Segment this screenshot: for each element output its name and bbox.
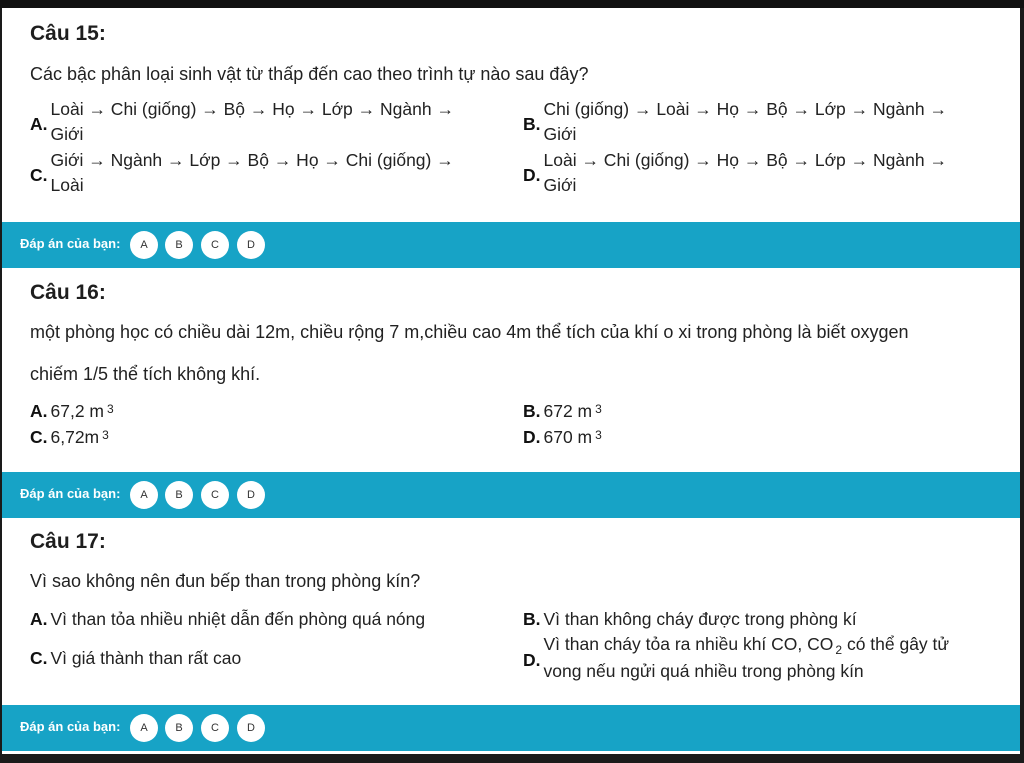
question-17-title: Câu 17: — [30, 530, 106, 553]
answer-choice-c[interactable]: C — [201, 481, 229, 509]
option-letter: D. — [523, 427, 541, 447]
quiz-page — [2, 8, 1020, 754]
option-text-line1-post: có thể gây tử — [846, 634, 950, 654]
answer-label: Đáp án của bạn: — [20, 236, 121, 251]
option-text: Vì than tỏa nhiều nhiệt dẫn đến phòng quá nóng — [50, 609, 426, 629]
question-17-text: Vì sao không nên đun bếp than trong phòng kín? — [30, 571, 421, 591]
option-value: 67,2 m — [50, 401, 104, 421]
answer-choice-c[interactable]: C — [201, 231, 229, 259]
question-16-option-c[interactable] — [30, 425, 109, 452]
answer-bar-17 — [2, 705, 1020, 751]
option-letter: C. — [30, 648, 48, 668]
option-text-line1: Giới → Ngành → Lớp → Bộ → Họ → Chi (giống) → — [50, 150, 454, 170]
option-exponent: 3 — [102, 428, 109, 442]
option-value: 672 m — [543, 401, 593, 421]
question-15-option-c[interactable] — [30, 148, 454, 198]
question-16-option-a[interactable] — [30, 399, 114, 426]
answer-bar-15 — [2, 222, 1020, 268]
answer-bar-16 — [2, 472, 1020, 518]
question-15-option-b[interactable] — [523, 97, 947, 147]
window-top-edge — [0, 0, 1024, 8]
question-17-option-d[interactable] — [523, 632, 949, 684]
question-15-title: Câu 15: — [30, 22, 106, 45]
answer-choice-b[interactable]: B — [165, 481, 193, 509]
option-value: 670 m — [543, 427, 593, 447]
option-text-line1 — [544, 632, 950, 659]
option-text: Vì giá thành than rất cao — [50, 648, 242, 668]
option-text-line2: Giới — [50, 124, 84, 144]
answer-choice-b[interactable]: B — [165, 714, 193, 742]
option-text-line2: Loài — [50, 175, 84, 195]
question-16-title: Câu 16: — [30, 281, 106, 304]
option-value: 6,72m — [50, 427, 100, 447]
question-16-option-d[interactable] — [523, 425, 602, 452]
option-text-line2: Giới — [543, 124, 577, 144]
answer-choice-b[interactable]: B — [165, 231, 193, 259]
answer-choice-d[interactable]: D — [237, 481, 265, 509]
answer-choice-a[interactable]: A — [130, 481, 158, 509]
option-exponent: 3 — [107, 402, 114, 416]
option-letter: C. — [30, 427, 48, 447]
option-subscript: 2 — [835, 643, 843, 657]
option-letter: D. — [523, 649, 541, 670]
option-letter: A. — [30, 113, 48, 134]
option-letter: B. — [523, 401, 541, 421]
answer-choice-a[interactable]: A — [130, 714, 158, 742]
question-17-option-a[interactable] — [30, 607, 425, 632]
answer-label: Đáp án của bạn: — [20, 486, 121, 501]
option-text: Vì than không cháy được trong phòng kí — [543, 609, 857, 629]
option-text-line1: Chi (giống) → Loài → Họ → Bộ → Lớp → Ngành → — [543, 99, 947, 119]
question-16-text-line2: chiếm 1/5 thể tích không khí. — [30, 364, 261, 384]
answer-choice-c[interactable]: C — [201, 714, 229, 742]
option-text-line1: Loài → Chi (giống) → Họ → Bộ → Lớp → Ngành → — [543, 150, 947, 170]
option-exponent: 3 — [595, 402, 602, 416]
option-text-line2: Giới — [543, 175, 577, 195]
option-letter: B. — [523, 609, 541, 629]
option-text-line1-pre: Vì than cháy tỏa ra nhiều khí CO, CO — [543, 634, 834, 654]
option-letter: B. — [523, 113, 541, 134]
question-15-option-d[interactable] — [523, 148, 947, 198]
answer-choice-a[interactable]: A — [130, 231, 158, 259]
option-text-line1: Loài → Chi (giống) → Bộ → Họ → Lớp → Ngành → — [50, 99, 454, 119]
option-text-line2: vong nếu ngửi quá nhiều trong phòng kín — [543, 661, 864, 681]
option-letter: D. — [523, 164, 541, 185]
question-16-text-line1: một phòng học có chiều dài 12m, chiều rộng 7 m,chiều cao 4m thể tích của khí o xi trong phòng là biết oxygen — [30, 322, 909, 342]
question-16-option-b[interactable] — [523, 399, 602, 426]
option-letter: A. — [30, 609, 48, 629]
option-letter: A. — [30, 401, 48, 421]
question-15-option-a[interactable] — [30, 97, 454, 147]
question-17-option-c[interactable] — [30, 646, 241, 671]
answer-label: Đáp án của bạn: — [20, 719, 121, 734]
answer-choice-d[interactable]: D — [237, 714, 265, 742]
question-17-option-b[interactable] — [523, 607, 857, 632]
answer-choice-d[interactable]: D — [237, 231, 265, 259]
question-15-text: Các bậc phân loại sinh vật từ thấp đến cao theo trình tự nào sau đây? — [30, 64, 589, 84]
option-letter: C. — [30, 164, 48, 185]
option-exponent: 3 — [595, 428, 602, 442]
